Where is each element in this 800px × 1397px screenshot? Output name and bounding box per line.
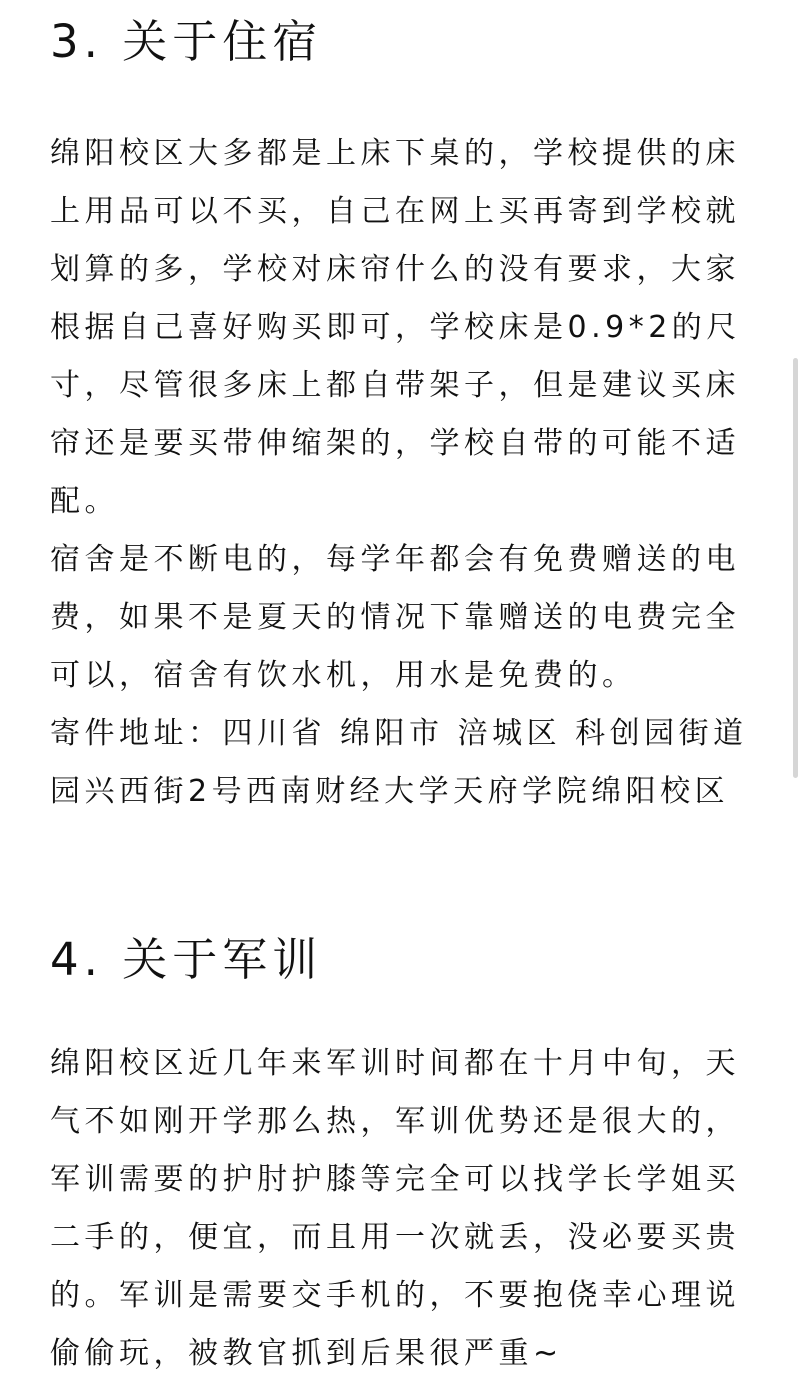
accommodation-bedding-paragraph (50, 125, 741, 531)
military-training-paragraph (50, 1035, 740, 1383)
text-line: 根据自己喜好购买即可，学校床是0.9*2的尺 (50, 310, 741, 345)
section-heading-accommodation: 3. 关于住宿 (50, 15, 323, 68)
text-line: 配。 (50, 484, 119, 519)
text-line: 划算的多，学校对床帘什么的没有要求，大家 (50, 252, 740, 287)
accommodation-electricity-paragraph (50, 531, 740, 705)
text-line: 费，如果不是夏天的情况下靠赠送的电费完全 (50, 600, 740, 635)
text-line: 绵阳校区大多都是上床下桌的，学校提供的床 (50, 136, 740, 171)
text-line: 寸，尽管很多床上都自带架子，但是建议买床 (50, 368, 740, 403)
text-line: 寄件地址：四川省 绵阳市 涪城区 科创园街道 (50, 716, 748, 751)
text-line: 宿舍是不断电的，每学年都会有免费赠送的电 (50, 542, 740, 577)
text-line: 帘还是要买带伸缩架的，学校自带的可能不适 (50, 426, 740, 461)
text-line: 偷偷玩，被教官抓到后果很严重~ (50, 1336, 563, 1371)
text-line: 的。军训是需要交手机的，不要抱侥幸心理说 (50, 1278, 740, 1313)
shipping-address-paragraph (50, 705, 748, 821)
text-line: 上用品可以不买，自己在网上买再寄到学校就 (50, 194, 740, 229)
text-line: 军训需要的护肘护膝等完全可以找学长学姐买 (50, 1162, 740, 1197)
text-line: 园兴西街2号西南财经大学天府学院绵阳校区 (50, 774, 730, 809)
text-line: 绵阳校区近几年来军训时间都在十月中旬，天 (50, 1046, 740, 1081)
text-line: 二手的，便宜，而且用一次就丢，没必要买贵 (50, 1220, 740, 1255)
vertical-scrollbar[interactable] (792, 0, 800, 1397)
scrollbar-thumb[interactable] (793, 358, 798, 778)
text-line: 气不如刚开学那么热，军训优势还是很大的， (50, 1104, 740, 1139)
section-heading-military-training: 4. 关于军训 (50, 933, 323, 986)
text-line: 可以，宿舍有饮水机，用水是免费的。 (50, 658, 637, 693)
